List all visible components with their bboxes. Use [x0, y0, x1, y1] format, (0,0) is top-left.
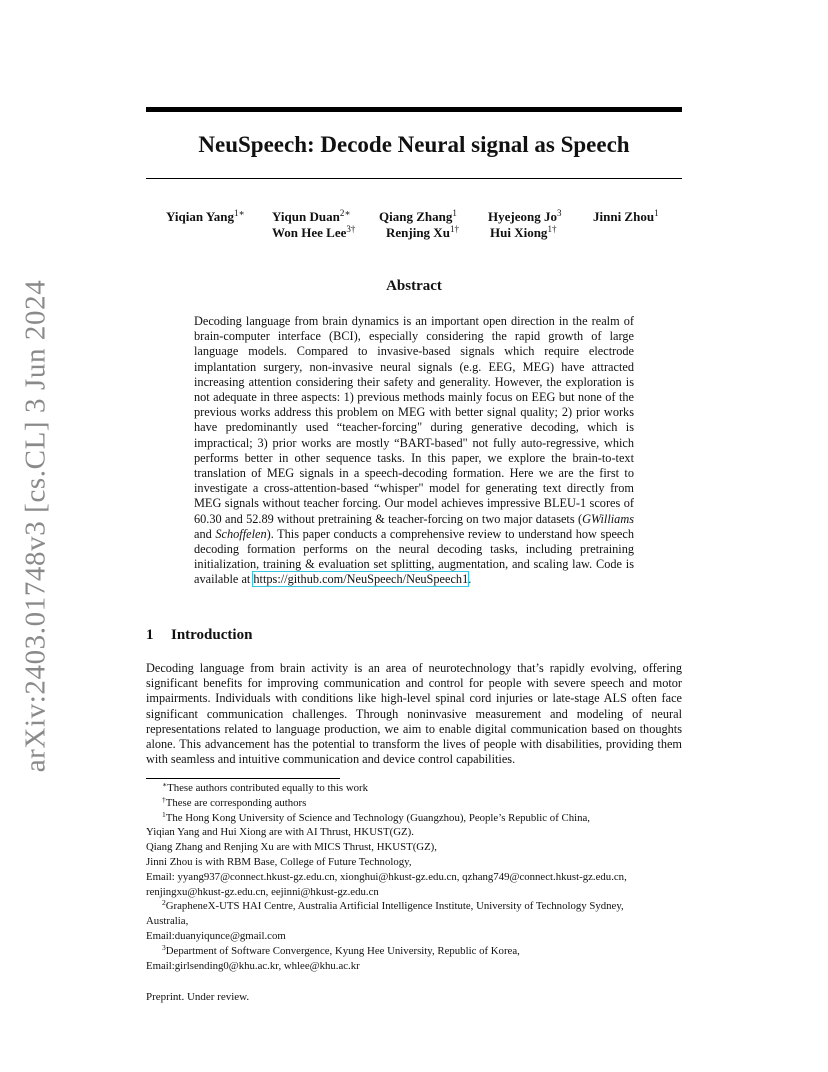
footnote-affiliation-2-email: Email:duanyiqunce@gmail.com: [146, 929, 286, 942]
title-top-rule: [146, 107, 682, 112]
footnote-affiliation-3: $^3$Department of Software Convergence, Kyung Hee University, Republic of Korea,: [162, 942, 520, 957]
footnote-affiliation-1-line: Jinni Zhou is with RBM Base, College of Future Technology,: [146, 855, 412, 868]
footnote-affiliation-2: $^2$GrapheneX-UTS HAI Centre, Australia Artificial Intelligence Institute, University of Technology Sydney,: [162, 898, 624, 913]
arxiv-stamp: [0, 0, 72, 1072]
author-won-hee-lee: Won Hee Lee$^{3\dagger}$: [272, 224, 356, 240]
footnote-affiliation-3-email: Email:girlsending0@khu.ac.kr, whlee@khu.ac.kr: [146, 959, 360, 972]
title-bottom-rule: [146, 178, 682, 179]
author-hyejeong-jo: Hyejeong Jo$^3$: [488, 208, 562, 224]
dataset-schoffelen: Schoffelen: [215, 526, 267, 541]
author-yiqian-yang: Yiqian Yang$^{1∗}$: [166, 208, 245, 224]
footnote-equal-contribution: ∗These authors contributed equally to this work: [162, 780, 369, 794]
footnote-affiliation-1: $^1$The Hong Kong University of Science and Technology (Guangzhou), People’s Republic of China,: [162, 809, 590, 824]
preprint-note: Preprint. Under review.: [146, 991, 250, 1003]
author-yiqun-duan: Yiqun Duan$^{2∗}$: [272, 208, 351, 224]
footnote-corresponding: †These are corresponding authors: [162, 794, 307, 809]
footnote-affiliation-1-email: Email: yyang937@connect.hkust-gz.edu.cn, xionghui@hkust-gz.edu.cn, qzhang749@connect.hkust-gz.edu.cn,: [146, 870, 627, 883]
footnote-affiliation-2-line: Australia,: [146, 915, 189, 928]
section-number: 1: [146, 627, 154, 643]
introduction-text: Decoding language from brain activity is an area of neurotechnology that’s rapidly evolving, offering significant benefits for improving communication and control for people with severe speech and motor impairments. Individuals with conditions like high-level spinal cord injuries or late-stage ALS often face significant communication challenges. Through noninvasive measurement and modeling of neural representations related to language production, we aim to enable digital communication based on thoughts alone. This advancement has the potential to transform the lives of people with disabilities, providing them with seamless and intuitive communication and device control capabilities.: [146, 661, 682, 767]
section-heading-introduction: [146, 625, 252, 645]
author-qiang-zhang: Qiang Zhang$^1$: [379, 208, 457, 224]
footnote-affiliation-1-line: Qiang Zhang and Renjing Xu are with MICS Thrust, HKUST(GZ),: [146, 841, 437, 854]
abstract-text: Decoding language from brain dynamics is an important open direction in the realm of brain-computer interface (BCI), especially considering the rapid growth of large language models. Compared to invasive-based signals which require electrode implantation surgery, non-invasive neural signals (e.g. EEG, MEG) have attracted increasing attention considering their safety and generality. However, the exploration is not adequate in three aspects: 1) previous methods mainly focus on EEG but none of the previous works address this problem on MEG with better signal quality; 2) prior works have predominantly used “teacher-forcing" during generative decoding, which is impractical; 3) prior works are mostly “BART-based" not fully auto-regressive, which performs better in other sequence tasks. In this paper, we explore the brain-to-text translation of MEG signals in a speech-decoding formation. Here we are the first to investigate a cross-attention-based “whisper" model for generating text directly from MEG signals without teacher forcing. Our model achieves impressive BLEU-1 scores of 60.30 and 52.89 without pretraining & teacher-forcing on two major datasets (GWilliams and Schoffelen). This paper conducts a comprehensive review to understand how speech decoding formation performs on the neural decoding tasks, including pretraining initialization, training & evaluation set splitting, augmentation, and scaling law. Code is available at https://github.com/NeuSpeech/NeuSpeech1.: [194, 314, 634, 587]
arxiv-identifier: arXiv:2403.01748v3 [cs.CL] 3 Jun 2024: [19, 279, 52, 773]
author-jinni-zhou: Jinni Zhou$^1$: [593, 208, 659, 224]
footnote-rule: [146, 778, 340, 779]
abstract-heading: Abstract: [386, 278, 442, 294]
footnotes: [146, 781, 686, 973]
dataset-gwilliams: GWilliams: [582, 511, 634, 526]
section-title: Introduction: [171, 627, 253, 643]
author-renjing-xu: Renjing $Xu^{1\dagger}$: [386, 224, 459, 240]
footnote-affiliation-1-line: Yiqian Yang and Hui Xiong are with AI Thrust, HKUST(GZ).: [146, 826, 414, 839]
paper-title: NeuSpeech: Decode Neural signal as Speech: [198, 132, 630, 157]
footnote-affiliation-1-email: renjingxu@hkust-gz.edu.cn, eejinni@hkust-gz.edu.cn: [146, 885, 379, 898]
author-hui-xiong: Hui Xiong$^{1\dagger}$: [490, 224, 557, 240]
code-link[interactable]: https://github.com/NeuSpeech/NeuSpeech1: [253, 572, 469, 587]
